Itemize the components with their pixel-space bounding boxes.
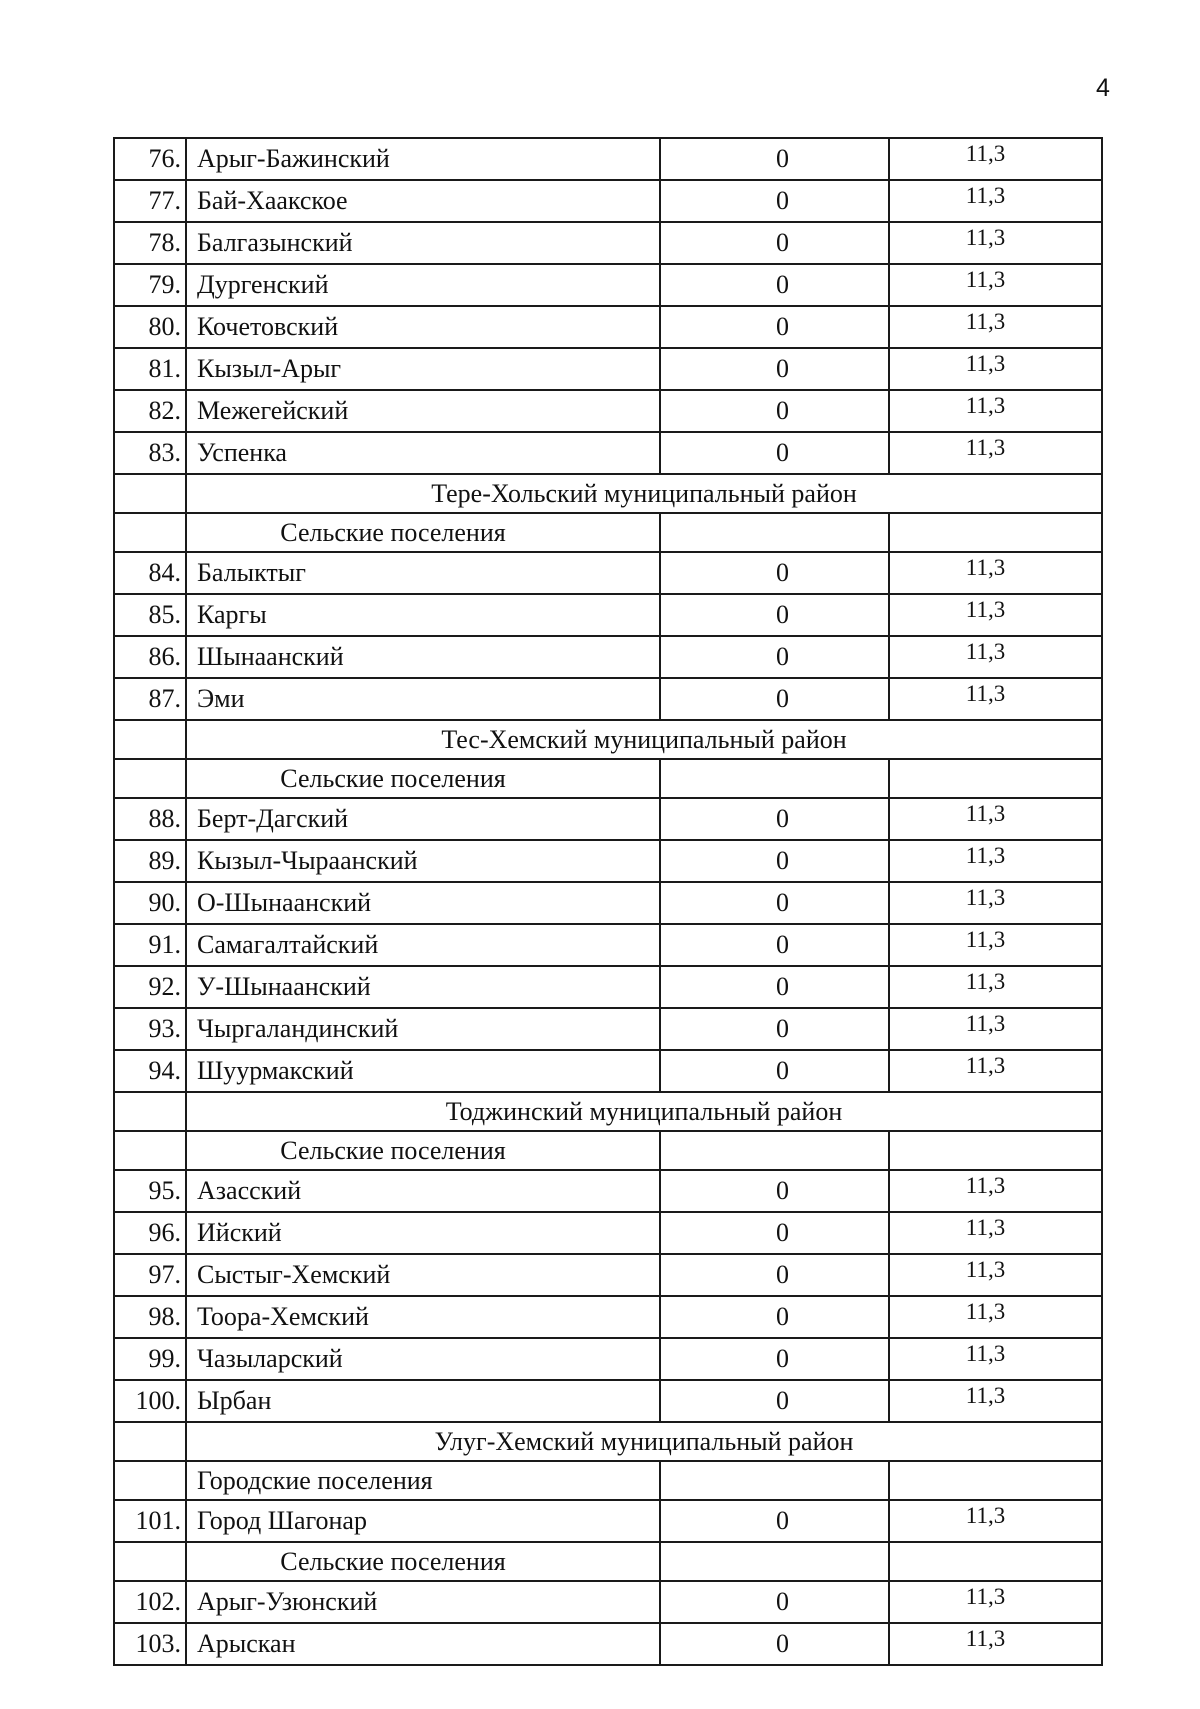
- rate-cell: 11,3: [889, 222, 1102, 264]
- row-number: 88.: [114, 798, 186, 840]
- rate-cell: 11,3: [889, 594, 1102, 636]
- row-number: 83.: [114, 432, 186, 474]
- table-row: [114, 1500, 1102, 1542]
- settlement-name: Межегейский: [186, 390, 660, 432]
- empty-cell: [114, 720, 186, 759]
- row-number: 97.: [114, 1254, 186, 1296]
- value-cell: 0: [660, 966, 889, 1008]
- settlement-type-row: [114, 1461, 1102, 1500]
- row-number: 82.: [114, 390, 186, 432]
- row-number: 79.: [114, 264, 186, 306]
- value-cell: 0: [660, 882, 889, 924]
- settlement-type-label: Сельские поселения: [186, 1542, 660, 1581]
- table-row: [114, 1212, 1102, 1254]
- district-header-row: [114, 474, 1102, 513]
- value-cell: 0: [660, 1050, 889, 1092]
- rate-cell: 11,3: [889, 678, 1102, 720]
- empty-cell: [889, 1461, 1102, 1500]
- settlement-name: Кызыл-Арыг: [186, 348, 660, 390]
- district-title: Улуг-Хемский муниципальный район: [186, 1422, 1102, 1461]
- rate-cell: 11,3: [889, 306, 1102, 348]
- settlement-type-label: Сельские поселения: [186, 513, 660, 552]
- value-cell: 0: [660, 222, 889, 264]
- row-number: 98.: [114, 1296, 186, 1338]
- empty-cell: [114, 1092, 186, 1131]
- rate-cell: 11,3: [889, 882, 1102, 924]
- value-cell: 0: [660, 348, 889, 390]
- row-number: 81.: [114, 348, 186, 390]
- district-title: Тес-Хемский муниципальный район: [186, 720, 1102, 759]
- table-row: [114, 138, 1102, 180]
- value-cell: 0: [660, 924, 889, 966]
- settlement-name: Арыг-Узюнский: [186, 1581, 660, 1623]
- value-cell: 0: [660, 1500, 889, 1542]
- settlement-name: Чыргаландинский: [186, 1008, 660, 1050]
- empty-cell: [114, 1422, 186, 1461]
- value-cell: 0: [660, 306, 889, 348]
- district-title: Тоджинский муниципальный район: [186, 1092, 1102, 1131]
- rate-cell: 11,3: [889, 1338, 1102, 1380]
- value-cell: 0: [660, 552, 889, 594]
- rate-cell: 11,3: [889, 966, 1102, 1008]
- district-header-row: [114, 720, 1102, 759]
- settlement-name: Балыктыг: [186, 552, 660, 594]
- rate-cell: 11,3: [889, 1623, 1102, 1665]
- settlement-name: Ийский: [186, 1212, 660, 1254]
- rate-cell: 11,3: [889, 138, 1102, 180]
- settlement-type-label: Городские поселения: [186, 1461, 660, 1500]
- empty-cell: [889, 1542, 1102, 1581]
- value-cell: 0: [660, 594, 889, 636]
- table-row: [114, 264, 1102, 306]
- settlement-name: Каргы: [186, 594, 660, 636]
- table-row: [114, 1623, 1102, 1665]
- table-row: [114, 1296, 1102, 1338]
- row-number: 94.: [114, 1050, 186, 1092]
- empty-cell: [889, 513, 1102, 552]
- table-row: [114, 1380, 1102, 1422]
- settlement-name: Кочетовский: [186, 306, 660, 348]
- settlement-name: Арыг-Бажинский: [186, 138, 660, 180]
- table-row: [114, 1338, 1102, 1380]
- empty-cell: [660, 759, 889, 798]
- row-number: 102.: [114, 1581, 186, 1623]
- rate-cell: 11,3: [889, 1380, 1102, 1422]
- table-row: [114, 1254, 1102, 1296]
- settlement-name: У-Шынаанский: [186, 966, 660, 1008]
- value-cell: 0: [660, 138, 889, 180]
- rate-cell: 11,3: [889, 840, 1102, 882]
- rate-cell: 11,3: [889, 348, 1102, 390]
- value-cell: 0: [660, 798, 889, 840]
- table-row: [114, 594, 1102, 636]
- settlement-type-row: [114, 513, 1102, 552]
- district-header-row: [114, 1092, 1102, 1131]
- row-number: 96.: [114, 1212, 186, 1254]
- table-row: [114, 222, 1102, 264]
- table-row: [114, 1581, 1102, 1623]
- value-cell: 0: [660, 1008, 889, 1050]
- row-number: 86.: [114, 636, 186, 678]
- table-row: [114, 1170, 1102, 1212]
- table-row: [114, 966, 1102, 1008]
- empty-cell: [889, 759, 1102, 798]
- row-number: 100.: [114, 1380, 186, 1422]
- settlement-name: Арыскан: [186, 1623, 660, 1665]
- table-row: [114, 1050, 1102, 1092]
- row-number: 103.: [114, 1623, 186, 1665]
- empty-cell: [660, 1461, 889, 1500]
- table-row: [114, 552, 1102, 594]
- row-number: 91.: [114, 924, 186, 966]
- settlement-name: Шынаанский: [186, 636, 660, 678]
- empty-cell: [889, 1131, 1102, 1170]
- settlement-name: Бай-Хаакское: [186, 180, 660, 222]
- value-cell: 0: [660, 1380, 889, 1422]
- rate-cell: 11,3: [889, 180, 1102, 222]
- row-number: 80.: [114, 306, 186, 348]
- value-cell: 0: [660, 180, 889, 222]
- empty-cell: [660, 1542, 889, 1581]
- value-cell: 0: [660, 264, 889, 306]
- rate-cell: 11,3: [889, 1296, 1102, 1338]
- settlement-name: Тоора-Хемский: [186, 1296, 660, 1338]
- table-row: [114, 432, 1102, 474]
- value-cell: 0: [660, 1170, 889, 1212]
- empty-cell: [114, 1542, 186, 1581]
- row-number: 77.: [114, 180, 186, 222]
- settlement-type-label: Сельские поселения: [186, 759, 660, 798]
- settlement-type-row: [114, 1131, 1102, 1170]
- rate-cell: 11,3: [889, 1500, 1102, 1542]
- rate-cell: 11,3: [889, 924, 1102, 966]
- settlement-name: Ырбан: [186, 1380, 660, 1422]
- settlement-name: Успенка: [186, 432, 660, 474]
- settlement-name: Балгазынский: [186, 222, 660, 264]
- value-cell: 0: [660, 432, 889, 474]
- settlement-name: Азасский: [186, 1170, 660, 1212]
- empty-cell: [660, 513, 889, 552]
- rate-cell: 11,3: [889, 1212, 1102, 1254]
- value-cell: 0: [660, 1254, 889, 1296]
- settlements-table: [113, 137, 1103, 1666]
- table-row: [114, 840, 1102, 882]
- row-number: 87.: [114, 678, 186, 720]
- row-number: 78.: [114, 222, 186, 264]
- rate-cell: 11,3: [889, 1050, 1102, 1092]
- row-number: 92.: [114, 966, 186, 1008]
- value-cell: 0: [660, 1581, 889, 1623]
- row-number: 89.: [114, 840, 186, 882]
- table-row: [114, 678, 1102, 720]
- settlement-type-label: Сельские поселения: [186, 1131, 660, 1170]
- value-cell: 0: [660, 678, 889, 720]
- empty-cell: [114, 759, 186, 798]
- table-body: [114, 138, 1102, 1665]
- settlement-name: Шуурмакский: [186, 1050, 660, 1092]
- settlement-name: Город Шагонар: [186, 1500, 660, 1542]
- table-row: [114, 798, 1102, 840]
- settlement-name: Дургенский: [186, 264, 660, 306]
- table-row: [114, 306, 1102, 348]
- row-number: 101.: [114, 1500, 186, 1542]
- table-row: [114, 924, 1102, 966]
- district-title: Тере-Хольский муниципальный район: [186, 474, 1102, 513]
- page-number: 4: [1096, 74, 1110, 102]
- rate-cell: 11,3: [889, 264, 1102, 306]
- rate-cell: 11,3: [889, 1254, 1102, 1296]
- rate-cell: 11,3: [889, 432, 1102, 474]
- district-header-row: [114, 1422, 1102, 1461]
- settlement-name: Чазыларский: [186, 1338, 660, 1380]
- row-number: 90.: [114, 882, 186, 924]
- row-number: 85.: [114, 594, 186, 636]
- rate-cell: 11,3: [889, 1581, 1102, 1623]
- settlement-name: Кызыл-Чыраанский: [186, 840, 660, 882]
- row-number: 84.: [114, 552, 186, 594]
- value-cell: 0: [660, 1212, 889, 1254]
- rate-cell: 11,3: [889, 636, 1102, 678]
- empty-cell: [660, 1131, 889, 1170]
- value-cell: 0: [660, 1623, 889, 1665]
- value-cell: 0: [660, 1338, 889, 1380]
- empty-cell: [114, 474, 186, 513]
- row-number: 93.: [114, 1008, 186, 1050]
- rate-cell: 11,3: [889, 552, 1102, 594]
- settlement-type-row: [114, 1542, 1102, 1581]
- rate-cell: 11,3: [889, 798, 1102, 840]
- settlement-name: Сыстыг-Хемский: [186, 1254, 660, 1296]
- settlement-name: Эми: [186, 678, 660, 720]
- settlement-name: Самагалтайский: [186, 924, 660, 966]
- table-row: [114, 348, 1102, 390]
- row-number: 99.: [114, 1338, 186, 1380]
- rate-cell: 11,3: [889, 1170, 1102, 1212]
- row-number: 76.: [114, 138, 186, 180]
- settlement-name: Берт-Дагский: [186, 798, 660, 840]
- table-row: [114, 180, 1102, 222]
- settlement-name: О-Шынаанский: [186, 882, 660, 924]
- rate-cell: 11,3: [889, 390, 1102, 432]
- row-number: 95.: [114, 1170, 186, 1212]
- table-row: [114, 636, 1102, 678]
- empty-cell: [114, 1131, 186, 1170]
- value-cell: 0: [660, 1296, 889, 1338]
- table-row: [114, 882, 1102, 924]
- rate-cell: 11,3: [889, 1008, 1102, 1050]
- table-row: [114, 390, 1102, 432]
- empty-cell: [114, 1461, 186, 1500]
- value-cell: 0: [660, 636, 889, 678]
- value-cell: 0: [660, 840, 889, 882]
- empty-cell: [114, 513, 186, 552]
- settlement-type-row: [114, 759, 1102, 798]
- table-row: [114, 1008, 1102, 1050]
- value-cell: 0: [660, 390, 889, 432]
